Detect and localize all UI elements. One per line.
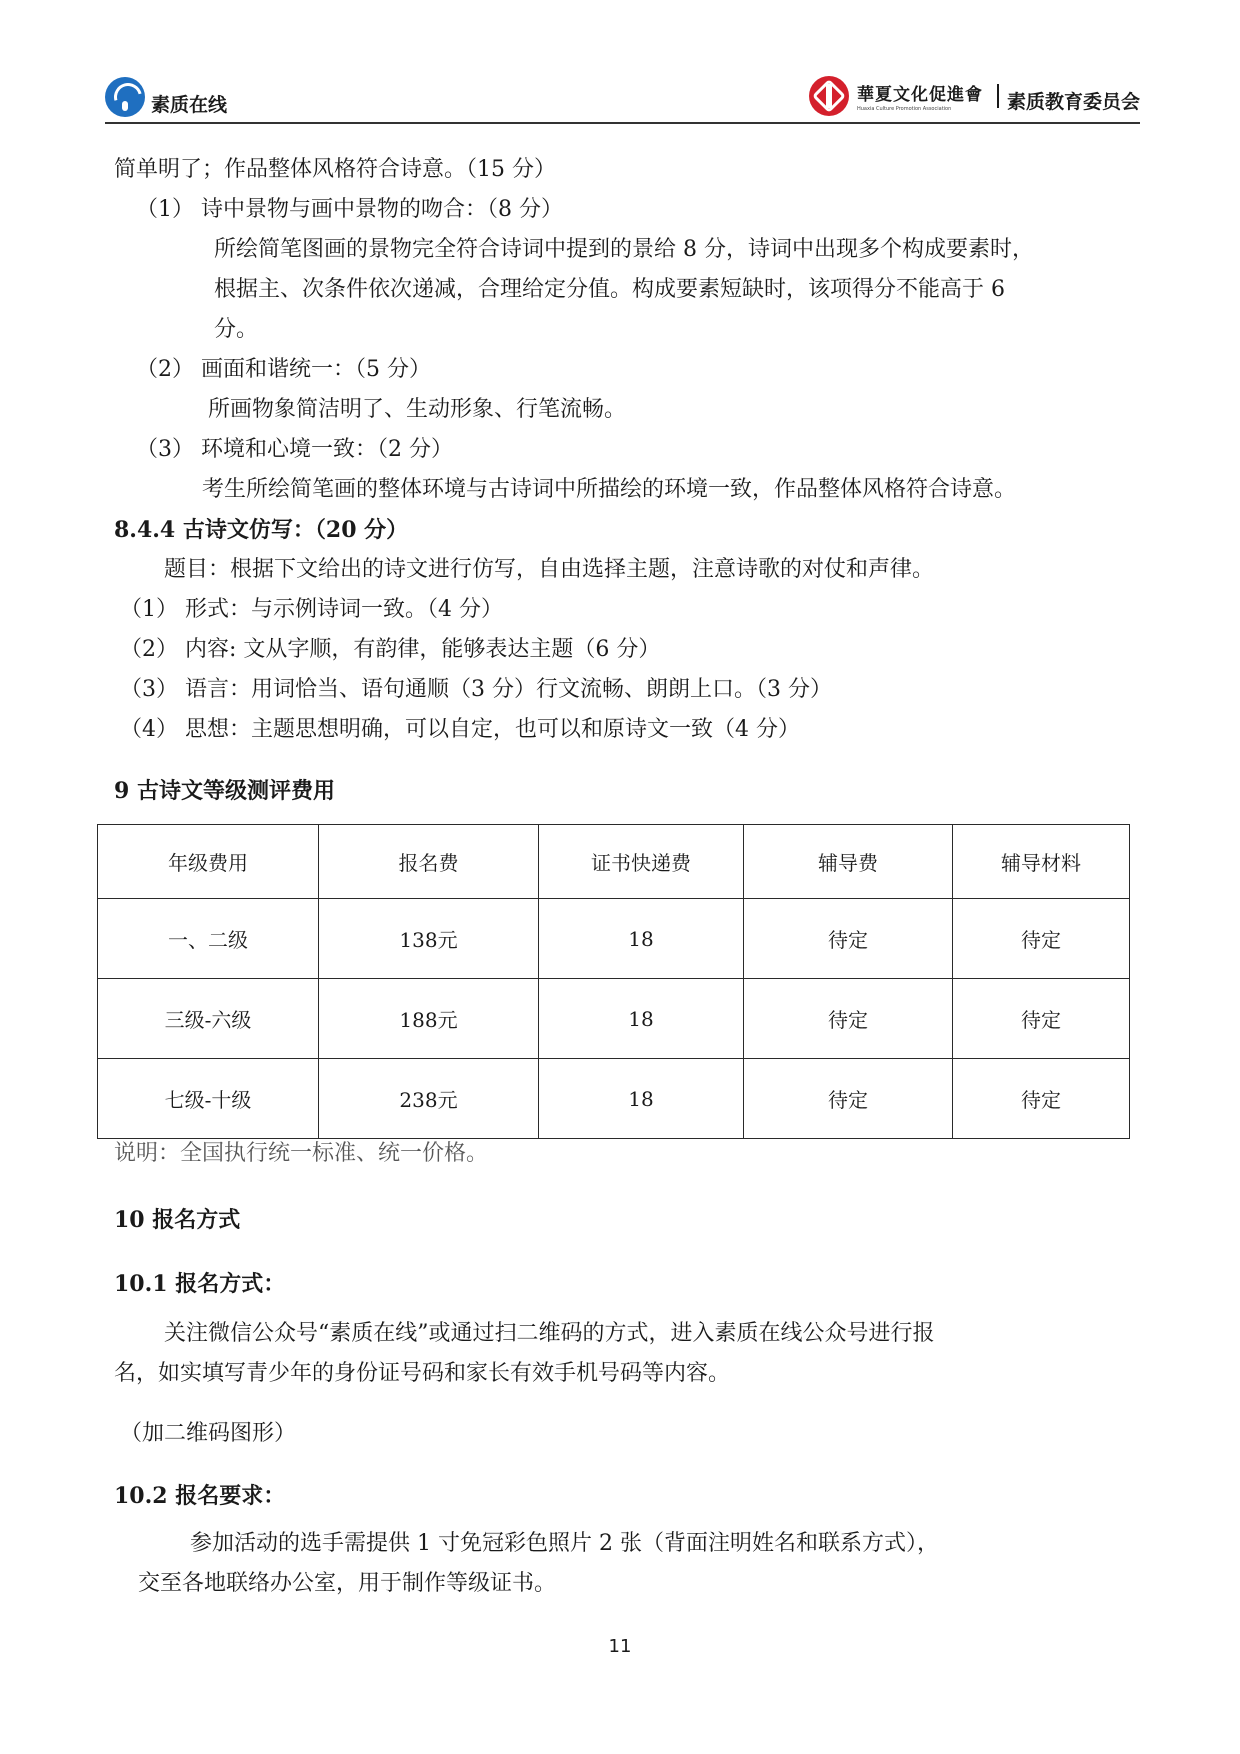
table-cell: 待定 — [744, 899, 953, 979]
brand-logo — [105, 76, 227, 117]
table-note: 说明：全国执行统一标准、统一价格。 — [114, 1141, 489, 1166]
table-cell: 三级-六级 — [98, 979, 319, 1059]
table-cell: 188元 — [319, 979, 539, 1059]
table-cell: 待定 — [744, 1059, 953, 1139]
header-separator — [997, 84, 999, 108]
requirement-2: （2） 内容: 文从字顺，有韵律，能够表达主题（6 分） — [120, 637, 661, 662]
body-line: 名，如实填写青少年的身份证号码和家长有效手机号码等内容。 — [114, 1361, 731, 1386]
body-line: 交至各地联络办公室，用于制作等级证书。 — [138, 1571, 557, 1596]
body-line: 简单明了；作品整体风格符合诗意。（15 分） — [114, 157, 556, 182]
body-line: 所绘简笔图画的景物完全符合诗词中提到的景给 8 分，诗词中出现多个构成要素时， — [214, 237, 1034, 262]
column-header: 报名费 — [319, 825, 539, 899]
column-header: 年级费用 — [98, 825, 319, 899]
fee-table — [97, 824, 1130, 1139]
committee-name: 素质教育委员会 — [1006, 90, 1140, 113]
section-heading-10-1: 10.1 报名方式： — [114, 1271, 286, 1297]
table-cell: 18 — [539, 899, 744, 979]
section-heading-10: 10 报名方式 — [114, 1207, 241, 1233]
requirement-1: （1） 形式：与示例诗词一致。（4 分） — [120, 597, 503, 622]
body-line: 分。 — [214, 317, 259, 342]
header-rule — [105, 122, 1140, 124]
association-name-en: Huaxia Culture Promotion Association — [856, 106, 952, 112]
table-row — [98, 899, 1130, 979]
table-cell: 待定 — [953, 899, 1130, 979]
criterion-3: （3） 环境和心境一致：（2 分） — [136, 437, 453, 462]
table-cell: 待定 — [953, 979, 1130, 1059]
column-header: 辅导材料 — [953, 825, 1130, 899]
body-line: 所画物象简洁明了、生动形象、行笔流畅。 — [208, 397, 627, 422]
page-number: 11 — [608, 1636, 632, 1657]
table-header-row — [98, 825, 1130, 899]
table-cell: 一、二级 — [98, 899, 319, 979]
table-row — [98, 979, 1130, 1059]
table-cell: 待定 — [953, 1059, 1130, 1139]
table-cell: 138元 — [319, 899, 539, 979]
body-line: 参加活动的选手需提供 1 寸免冠彩色照片 2 张（背面注明姓名和联系方式）， — [190, 1531, 939, 1556]
table-row — [98, 1059, 1130, 1139]
qr-placeholder-note: （加二维码图形） — [120, 1421, 297, 1446]
table-cell: 18 — [539, 979, 744, 1059]
page-header — [105, 72, 1140, 124]
brand-name: 素质在线 — [151, 94, 228, 116]
section-heading-8-4-4: 8.4.4 古诗文仿写：（20 分） — [114, 517, 409, 543]
body-line: 根据主、次条件依次递减，合理给定分值。构成要素短缺时，该项得分不能高于 6 — [214, 277, 1005, 302]
body-line: 考生所绘简笔画的整体环境与古诗词中所描绘的环境一致，作品整体风格符合诗意。 — [202, 477, 1017, 502]
body-line: 关注微信公众号“素质在线”或通过扫二维码的方式，进入素质在线公众号进行报 — [164, 1321, 935, 1346]
association-name-cn: 華夏文化促進會 — [856, 85, 983, 105]
criterion-2: （2） 画面和谐统一：（5 分） — [136, 357, 431, 382]
section-heading-10-2: 10.2 报名要求： — [114, 1483, 286, 1509]
column-header: 辅导费 — [744, 825, 953, 899]
table-cell: 238元 — [319, 1059, 539, 1139]
association-seal-icon — [809, 76, 849, 116]
association-logo — [809, 76, 1140, 116]
table-cell: 待定 — [744, 979, 953, 1059]
suzhi-logo-icon — [105, 77, 145, 117]
requirement-3: （3） 语言：用词恰当、语句通顺（3 分）行文流畅、朗朗上口。（3 分） — [120, 677, 832, 702]
table-cell: 18 — [539, 1059, 744, 1139]
section-heading-9: 9 古诗文等级测评费用 — [114, 778, 335, 804]
body-line: 题目：根据下文给出的诗文进行仿写，自由选择主题，注意诗歌的对仗和声律。 — [164, 557, 935, 582]
table-cell: 七级-十级 — [98, 1059, 319, 1139]
criterion-1: （1） 诗中景物与画中景物的吻合：（8 分） — [136, 197, 563, 222]
column-header: 证书快递费 — [539, 825, 744, 899]
requirement-4: （4） 思想：主题思想明确，可以自定，也可以和原诗文一致（4 分） — [120, 717, 800, 742]
